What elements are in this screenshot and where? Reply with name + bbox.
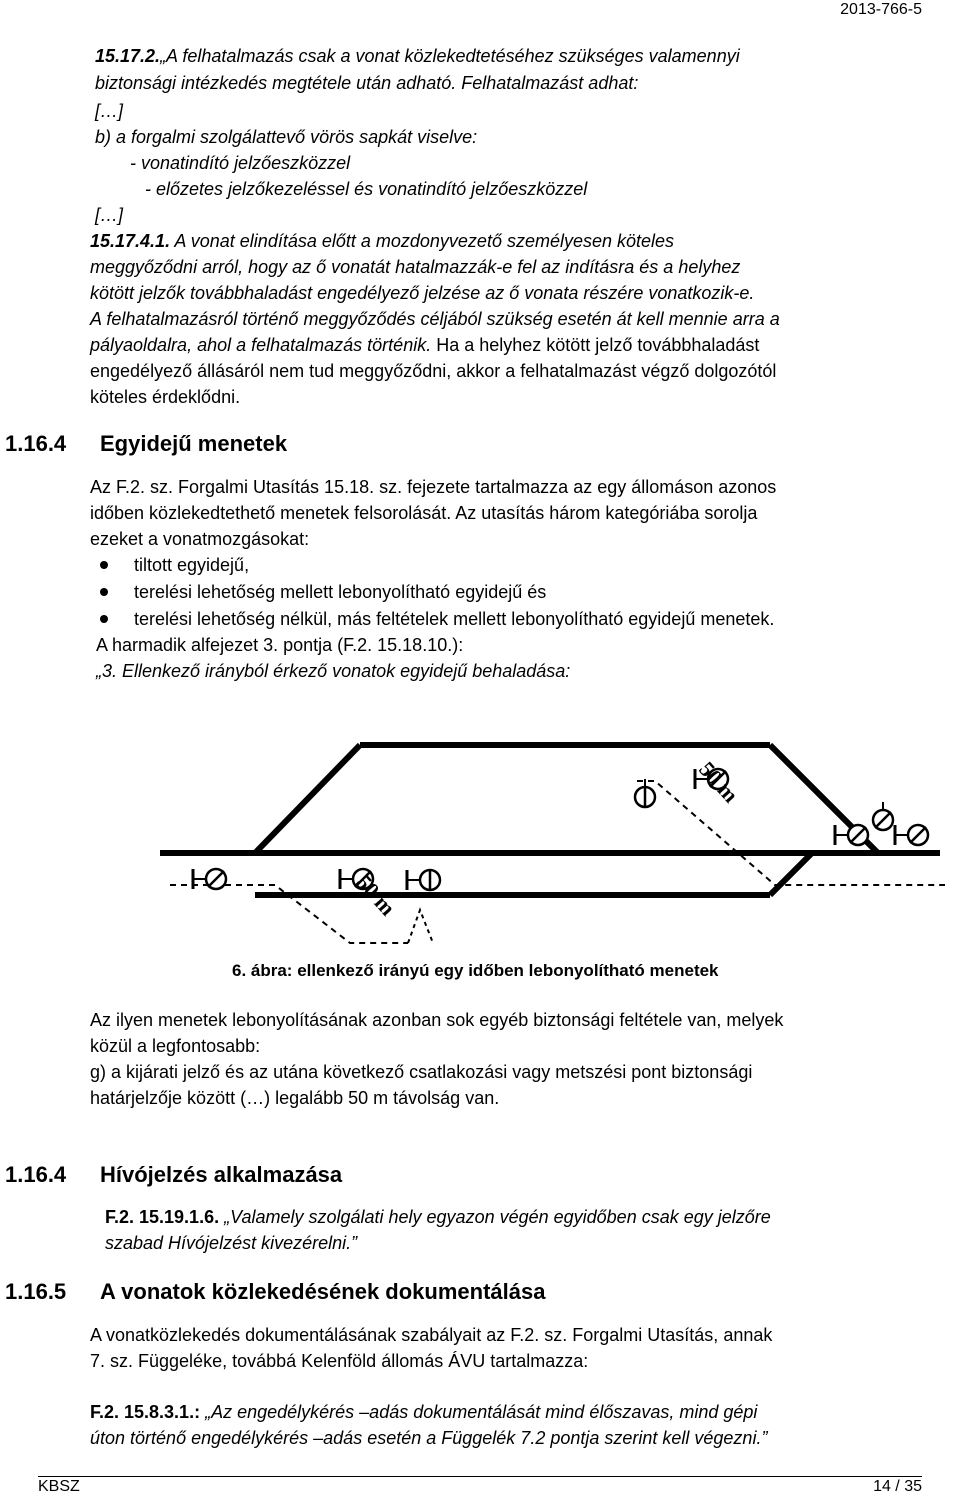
document-id: 2013-766-5 [840, 1, 922, 18]
rule-quote: „3. Ellenkező irányból érkező vonatok egyidejű behaladása: [96, 661, 571, 681]
distance-label-bottom: 50 m [351, 869, 401, 921]
para2-line3: g) a kijárati jelző és az utána következő csatlakozási vagy metszési pont biztonsági [90, 1062, 753, 1082]
item-b: b) a forgalmi szolgálattevő vörös sapkát viselve: [95, 127, 478, 147]
section1-para-line1: Az F.2. sz. Forgalmi Utasítás 15.18. sz. fejezete tartalmazza az egy állomáson azonos [90, 477, 777, 497]
footer-left: KBSZ [38, 1478, 80, 1495]
bullet-icon [100, 561, 108, 569]
section3-line1: A vonatközlekedés dokumentálásának szabályait az F.2. sz. Forgalmi Utasítás, annak [90, 1325, 773, 1345]
section2-quote-line2: szabad Hívójelzést kivezérelni.” [105, 1233, 358, 1253]
quote-15-17-4-1-number: 15.17.4.1. [90, 231, 171, 251]
section2-quote-line1: F.2. 15.19.1.6. „Valamely szolgálati hely egyazon végén egyidőben csak egy jelzőre [105, 1207, 771, 1227]
bullet-icon [100, 615, 108, 623]
footer-divider [38, 1476, 922, 1477]
quote-line7: köteles érdeklődni. [90, 387, 241, 407]
sub-item-2: - előzetes jelzőkezeléssel és vonatindító jelzőeszközzel [145, 179, 588, 199]
quote-line4: A felhatalmazásról történő meggyőződés céljából szükség esetén át kell mennie arra a [90, 309, 780, 329]
page-number: 14 / 35 [873, 1478, 922, 1495]
quote-15-17-2-number: 15.17.2. [95, 46, 161, 66]
section-heading-dokumentalas [5, 1278, 545, 1306]
quote-line5: pályaoldalra, ahol a felhatalmazás történik. Ha a helyhez kötött jelző továbbhaladást [90, 335, 760, 355]
quote-15-17-4-1-line1: 15.17.4.1. A vonat elindítása előtt a mozdonyvezető személyesen köteles [90, 231, 675, 251]
section-title: A vonatok közlekedésének dokumentálása [100, 1279, 546, 1304]
section1-para-line2: időben közlekedtethető menetek felsorolását. Az utasítás három kategóriába sorolja [90, 503, 758, 523]
figure-caption: 6. ábra: ellenkező irányú egy időben lebonyolítható menetek [232, 961, 719, 980]
para2-line1: Az ilyen menetek lebonyolításának azonban sok egyéb biztonsági feltétele van, melyek [90, 1010, 784, 1030]
track-diagram [150, 725, 945, 945]
signal-icon [895, 825, 928, 845]
section3-quote-line2: úton történő engedélykérés –adás esetén a Függelék 7.2 pontja szerint kell végezni.” [90, 1428, 768, 1448]
para2-line4: határjelzője között (…) legalább 50 m távolság van. [90, 1088, 500, 1108]
quote-15-17-2-line1 [95, 43, 955, 69]
ellipsis-2: […] [95, 205, 124, 225]
quote-line3: kötött jelzők továbbhaladást engedélyező jelzése az ő vonata részére vonatkozik-e. [90, 283, 755, 303]
signals [193, 769, 928, 890]
section-number: 1.16.4 [5, 1162, 67, 1187]
quote-line6: engedélyező állásáról nem tud meggyőződni, akkor a felhatalmazást végző dolgozótól [90, 361, 777, 381]
quote-line2: meggyőződni arról, hogy az ő vonatát hatalmazzák-e fel az indításra és a helyhez [90, 257, 741, 277]
section3-line2: 7. sz. Függeléke, továbbá Kelenföld állomás ÁVU tartalmazza: [90, 1351, 589, 1371]
section-title: Hívójelzés alkalmazása [100, 1162, 343, 1187]
quote-15-17-2-line2: biztonsági intézkedés megtétele után adható. Felhatalmazást adhat: [95, 73, 639, 93]
section1-para-line3: ezeket a vonatmozgásokat: [90, 529, 310, 549]
subsection-reference: A harmadik alfejezet 3. pontja (F.2. 15.18.10.): [96, 635, 464, 655]
section-number: 1.16.5 [5, 1279, 67, 1304]
section3-quote-line1: F.2. 15.8.3.1.: „Az engedélykérés –adás dokumentálását mind élőszavas, mind gépi [90, 1402, 758, 1422]
signal-icon [635, 779, 655, 807]
sub-item-1: - vonatindító jelzőeszközzel [130, 153, 351, 173]
distance-label-top: 50 m [694, 756, 744, 808]
track-lines [160, 745, 940, 895]
section-heading-hivojelzes [5, 1161, 342, 1189]
para2-line2: közül a legfontosabb: [90, 1036, 261, 1056]
signal-icon [407, 870, 440, 890]
signal-icon [835, 825, 868, 845]
section-heading-egyideju [5, 430, 287, 458]
signal-icon [873, 802, 893, 830]
quote-15-17-2-text: „A felhatalmazás csak a vonat közlekedtetéséhez szükséges valamennyi [160, 46, 740, 66]
ellipsis-1: […] [95, 101, 124, 121]
bullet-icon [100, 588, 108, 596]
section-number: 1.16.4 [5, 431, 67, 456]
section-title: Egyidejű menetek [100, 431, 288, 456]
